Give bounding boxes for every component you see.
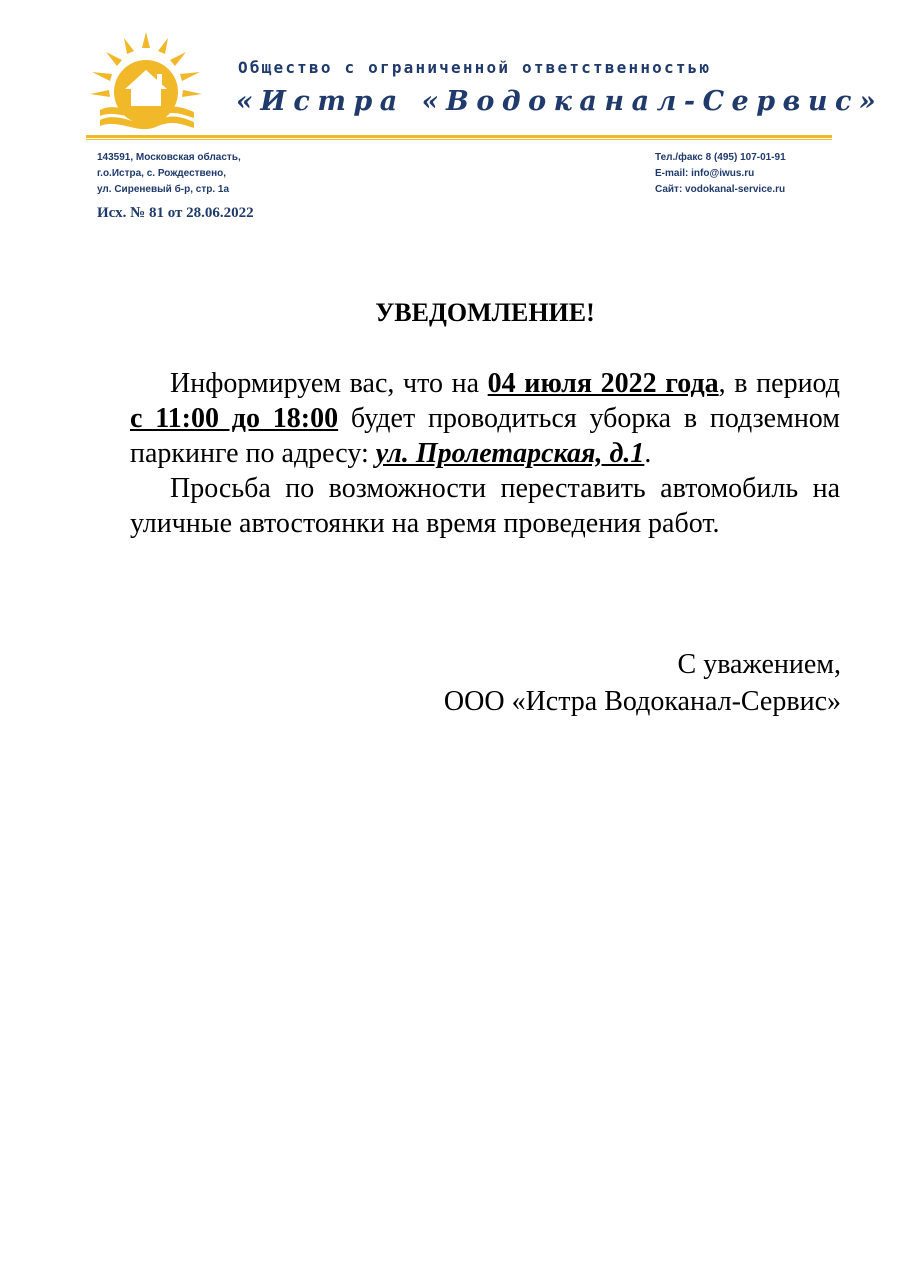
- text-fragment: .: [644, 438, 652, 469]
- contact-block: [655, 150, 786, 198]
- address-block: [97, 150, 241, 198]
- org-name: «Истра «Водоканал-Сервис»: [236, 86, 884, 117]
- notice-paragraph: [130, 366, 840, 471]
- address-line: г.о.Истра, с. Рождествено,: [97, 168, 227, 179]
- org-legal-form: Общество с ограниченной ответственностью: [238, 58, 712, 77]
- signature-block: [444, 646, 841, 720]
- address-line: 143591, Московская область,: [97, 152, 241, 163]
- address-line: ул. Сиреневый б-р, стр. 1а: [97, 184, 230, 195]
- email: E-mail: info@iwus.ru: [655, 168, 755, 179]
- closing-line: С уважением,: [677, 649, 841, 680]
- notice-time: с 11:00 до 18:00: [130, 403, 339, 434]
- text-fragment: , в период: [718, 368, 840, 399]
- notice-body: [130, 366, 840, 541]
- notice-title: УВЕДОМЛЕНИЕ!: [375, 298, 595, 327]
- notice-paragraph: Просьба по возможности переставить автомобиль на уличные автостоянки на время проведения работ.: [130, 473, 840, 539]
- signatory: ООО «Истра Водоканал-Сервис»: [443, 686, 841, 717]
- website: Сайт: vodokanal-service.ru: [655, 184, 786, 195]
- phone-fax: Тел./факс 8 (495) 107-01-91: [655, 152, 786, 163]
- text-fragment: Информируем вас, что на: [170, 368, 488, 399]
- sun-house-logo-icon: [86, 30, 206, 130]
- header-divider: [86, 135, 832, 140]
- notice-date: 04 июля 2022 года: [487, 368, 719, 399]
- outgoing-number: Исх. № 81 от 28.06.2022: [97, 205, 254, 221]
- text-fragment: будет проводиться уборка в подземном паркинге по адресу:: [130, 403, 840, 469]
- notice-address: ул. Пролетарская, д.1: [375, 438, 645, 469]
